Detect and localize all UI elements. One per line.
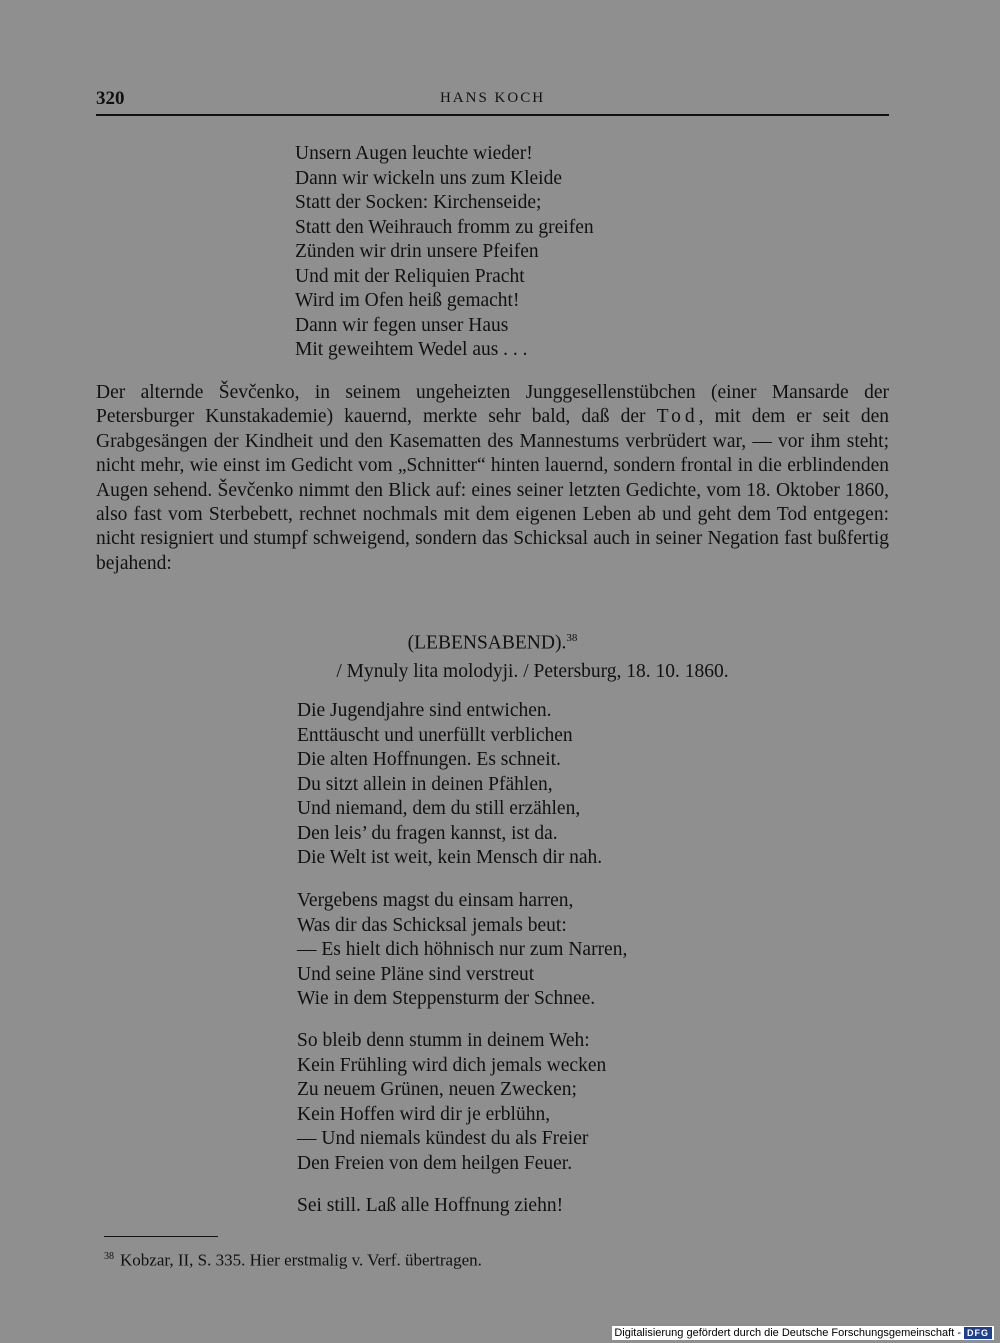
footnote-rule — [104, 1236, 218, 1237]
paragraph-text-1: Der alternde Ševčenko, in seinem ungeheizten Junggesellenstübchen (einer Mansarde der Petersburger Kunstakademie) kauernd, merkte sehr bald, daß der — [96, 382, 889, 428]
poem-line: Sei still. Laß alle Hoffnung ziehn! — [297, 1195, 564, 1216]
poem-line: Kein Hoffen wird dir je erblühn, — [297, 1103, 551, 1125]
poem-line: Und niemand, dem du still erzählen, — [297, 798, 581, 819]
stanza-2 — [297, 889, 627, 1012]
running-title: HANS KOCH — [439, 90, 546, 106]
stanza-4 — [297, 1194, 563, 1219]
poem-line: Vergebens magst du einsam harren, — [297, 890, 574, 911]
poem-line: Und seine Pläne sind verstreut — [297, 963, 535, 985]
emphasized-word: Tod — [656, 406, 699, 428]
poem-line: Zu neuem Grünen, neuen Zwecken; — [297, 1079, 577, 1100]
poem-line: Dann wir wickeln uns zum Kleide — [295, 167, 562, 189]
poem-line: Wird im Ofen heiß gemacht! — [295, 290, 520, 311]
credit-text: Digitalisierung gefördert durch die Deutsche Forschungsgemeinschaft - — [614, 1327, 961, 1339]
poem-title — [96, 626, 889, 656]
poem-line: Was dir das Schicksal jemals beut: — [297, 914, 567, 936]
poem-line: Wie in dem Steppensturm der Schnee. — [297, 988, 596, 1009]
poem-line: Zünden wir drin unsere Pfeifen — [295, 241, 539, 262]
poem-line: Den leis’ du fragen kannst, ist da. — [297, 822, 558, 844]
digitization-credit — [612, 1326, 994, 1340]
header-rule — [96, 114, 889, 116]
poem-subtitle: / Mynuly lita molodyji. / Petersburg, 18. 10. 1860. — [336, 661, 729, 682]
page-number: 320 — [96, 88, 125, 109]
running-head — [96, 88, 889, 112]
poem-line: Die Jugendjahre sind entwichen. — [297, 700, 552, 721]
poem-line: — Es hielt dich höhnisch nur zum Narren, — [297, 939, 628, 960]
poem-line: So bleib denn stumm in deinem Weh: — [297, 1030, 590, 1051]
footnote-number: 38 — [104, 1251, 114, 1262]
poem-line: Den Freien von dem heilgen Feuer. — [297, 1152, 573, 1174]
dfg-logo: DFG — [964, 1327, 992, 1339]
paragraph-text-2: , mit dem er seit den Grabgesängen der Kindheit und den Kasematten des Mannestums verbrüdert war, — vor ihm steht; nicht mehr, wie einst im Gedicht vom „Schnitter“ hinten lauernd, sondern frontal in die erblindenden Augen sehend. Ševčenko nimmt den Blick auf: eines seiner letzten Gedichte, vom 18. Oktober 1860, also fast vom Sterbebett, rechnet nochmals mit dem eigenen Leben ab und geht dem Tod entgegen: nicht resigniert und stumpf schweigend, sondern das Schicksal auch in seiner Negation fast bußfertig bejahend: — [96, 406, 889, 574]
poem-line: Statt den Weihrauch fromm zu greifen — [295, 216, 594, 238]
poem-line: — Und niemals kündest du als Freier — [297, 1128, 589, 1149]
poem-line: Die Welt ist weit, kein Mensch dir nah. — [297, 847, 603, 868]
body-paragraph — [96, 381, 889, 576]
poem-line: Enttäuscht und unerfüllt verblichen — [297, 724, 573, 746]
poem-line: Die alten Hoffnungen. Es schneit. — [297, 749, 561, 770]
footnote — [104, 1246, 482, 1272]
poem-title-text: (LEBENSABEND). — [407, 632, 567, 654]
poem-line: Dann wir fegen unser Haus — [295, 314, 509, 336]
stanza-1 — [297, 699, 602, 871]
poem-line: Statt der Socken: Kirchenseide; — [295, 192, 542, 213]
stanza-3 — [297, 1029, 606, 1176]
poem-line: Und mit der Reliquien Pracht — [295, 265, 525, 287]
poem-line: Du sitzt allein in deinen Pfählen, — [297, 773, 553, 795]
intro-poem — [295, 142, 594, 363]
poem-line: Unsern Augen leuchte wieder! — [295, 143, 533, 164]
poem-line: Kein Frühling wird dich jemals wecken — [297, 1054, 607, 1076]
footnote-reference: 38 — [566, 632, 578, 644]
footnote-text: Kobzar, II, S. 335. Hier erstmalig v. Verf. übertragen. — [120, 1250, 482, 1270]
poem-line: Mit geweihtem Wedel aus . . . — [295, 339, 528, 360]
